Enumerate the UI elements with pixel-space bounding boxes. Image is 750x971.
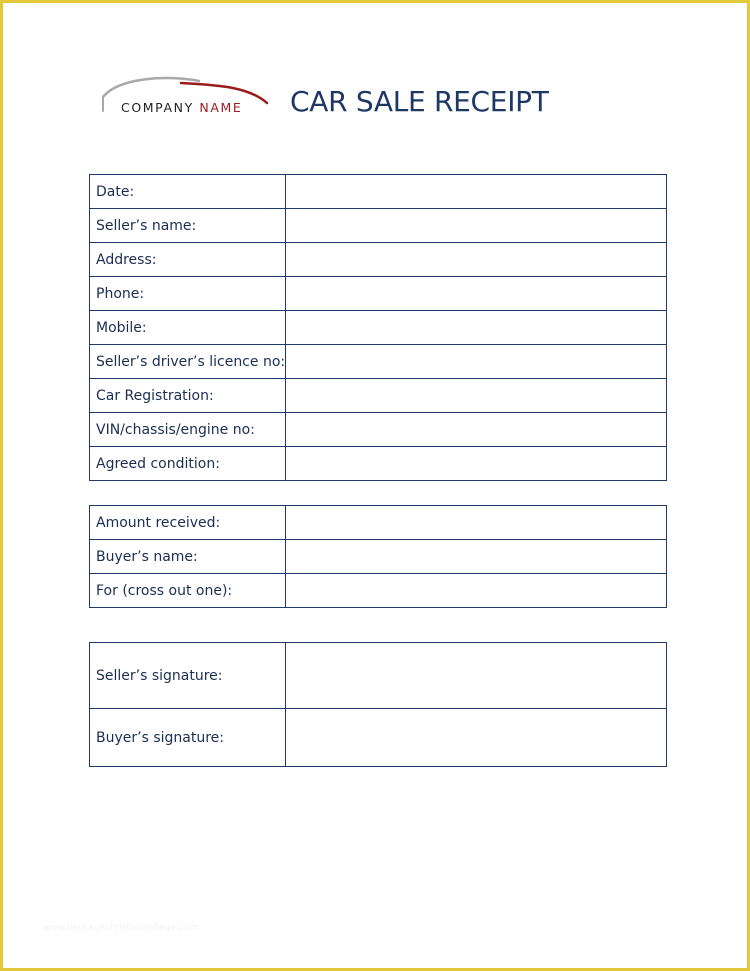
signatures-table (89, 642, 667, 767)
table-row (90, 447, 667, 481)
address-label: Address: (90, 243, 286, 277)
amount-label: Amount received: (90, 506, 286, 540)
seller-name-field[interactable] (286, 209, 667, 243)
name-word: NAME (199, 100, 243, 115)
buyer-signature-field[interactable] (286, 709, 667, 767)
buyer-signature-label: Buyer’s signature: (90, 709, 286, 767)
table-row (90, 209, 667, 243)
mobile-label: Mobile: (90, 311, 286, 345)
seller-signature-field[interactable] (286, 643, 667, 709)
table-row (90, 574, 667, 608)
page-title: CAR SALE RECEIPT (290, 85, 549, 118)
vehicle-details-table (89, 174, 667, 481)
table-row (90, 345, 667, 379)
mobile-field[interactable] (286, 311, 667, 345)
buyer-name-label: Buyer’s name: (90, 540, 286, 574)
payment-for-label: For (cross out one): (90, 574, 286, 608)
date-field[interactable] (286, 175, 667, 209)
vin-label: VIN/chassis/engine no: (90, 413, 286, 447)
phone-field[interactable] (286, 277, 667, 311)
condition-field[interactable] (286, 447, 667, 481)
table-row (90, 540, 667, 574)
buyer-name-field[interactable] (286, 540, 667, 574)
watermark: www.heritagechristiancollege.com (43, 923, 198, 933)
table-row (90, 311, 667, 345)
registration-field[interactable] (286, 379, 667, 413)
table-row (90, 243, 667, 277)
company-logo (99, 73, 271, 121)
registration-label: Car Registration: (90, 379, 286, 413)
table-row (90, 643, 667, 709)
licence-label: Seller’s driver’s licence no: (90, 345, 286, 379)
table-row (90, 379, 667, 413)
company-word: COMPANY (121, 100, 194, 115)
payment-for-field[interactable] (286, 574, 667, 608)
payment-table (89, 505, 667, 608)
vin-field[interactable] (286, 413, 667, 447)
amount-field[interactable] (286, 506, 667, 540)
table-row (90, 709, 667, 767)
condition-label: Agreed condition: (90, 447, 286, 481)
table-row (90, 277, 667, 311)
seller-name-label: Seller’s name: (90, 209, 286, 243)
licence-field[interactable] (286, 345, 667, 379)
table-row (90, 413, 667, 447)
company-name (121, 100, 242, 115)
date-label: Date: (90, 175, 286, 209)
phone-label: Phone: (90, 277, 286, 311)
address-field[interactable] (286, 243, 667, 277)
seller-signature-label: Seller’s signature: (90, 643, 286, 709)
table-row (90, 506, 667, 540)
table-row (90, 175, 667, 209)
